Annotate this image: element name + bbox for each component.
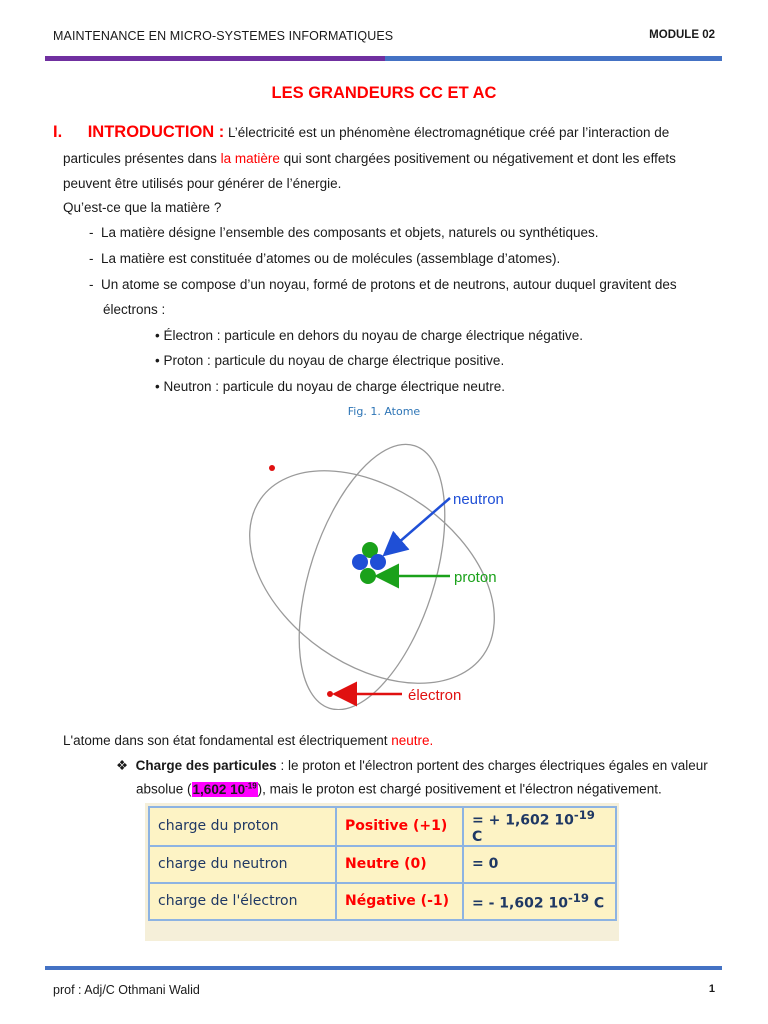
row-neutron-value bbox=[463, 846, 616, 883]
intro-text-1: L’électricité est un phénomène électromagnétique créé par l’interaction de bbox=[224, 125, 670, 140]
intro-line-2 bbox=[63, 149, 676, 169]
intro-line-3: peuvent être utilisés pour générer de l’énergie. bbox=[63, 176, 342, 191]
nucleus-neutron-right bbox=[370, 554, 386, 570]
dash-item-3: - Un atome se compose d’un noyau, formé de protons et de neutrons, autour duquel gravitent des bbox=[89, 277, 677, 292]
row-electron-sign: Négative (-1) bbox=[336, 883, 463, 920]
footer-author: prof : Adj/C Othmani Walid bbox=[53, 983, 200, 997]
proton-value-exp: -19 bbox=[573, 808, 595, 822]
matiere-link-text: la matière bbox=[220, 151, 280, 166]
intro-text-2c: qui sont chargées positivement ou négativement et dont les effets bbox=[279, 151, 676, 166]
label-neutron: neutron bbox=[453, 491, 504, 508]
neutron-arrow bbox=[390, 498, 450, 550]
charge-para-line-2 bbox=[136, 776, 662, 800]
orbit-2 bbox=[270, 427, 473, 710]
charge-highlight bbox=[192, 782, 258, 797]
row-electron-value bbox=[463, 883, 616, 920]
nucleus-neutron-left bbox=[352, 554, 368, 570]
footer-bar bbox=[45, 966, 722, 970]
row-electron-label: charge de l'électron bbox=[149, 883, 336, 920]
dash-item-3-text: Un atome se compose d’un noyau, formé de protons et de neutrons, autour duquel gravitent des bbox=[101, 277, 677, 292]
bullet-proton: • Proton : particule du noyau de charge électrique positive. bbox=[155, 353, 505, 368]
label-electron: électron bbox=[408, 687, 462, 704]
header-title: MAINTENANCE EN MICRO-SYSTEMES INFORMATIQUES bbox=[53, 29, 394, 43]
dash-item-2-text: La matière est constituée d’atomes ou de molécules (assemblage d’atomes). bbox=[101, 251, 561, 266]
charge-para-text-2a: absolue ( bbox=[136, 781, 192, 797]
bullet-electron-text: Électron : particule en dehors du noyau de charge électrique négative. bbox=[163, 328, 584, 343]
neutral-sentence bbox=[63, 731, 433, 751]
neutron-value-text: = 0 bbox=[472, 856, 499, 873]
bullet-neutron-text: Neutron : particule du noyau de charge électrique neutre. bbox=[163, 379, 505, 394]
neutral-word: neutre. bbox=[391, 733, 434, 748]
dash-item-3-cont: électrons : bbox=[103, 302, 166, 317]
header-bar-blue bbox=[385, 56, 722, 61]
question-line: Qu’est-ce que la matière ? bbox=[63, 200, 222, 215]
section-heading: INTRODUCTION : bbox=[87, 123, 225, 141]
row-neutron-label: charge du neutron bbox=[149, 846, 336, 883]
page-number: 1 bbox=[708, 983, 715, 995]
electron-value-unit: C bbox=[589, 895, 605, 912]
table-row bbox=[149, 807, 616, 846]
electron-dot-top bbox=[269, 465, 275, 471]
row-proton-sign: Positive (+1) bbox=[336, 807, 463, 846]
bullet-proton-text: Proton : particule du noyau de charge électrique positive. bbox=[163, 353, 505, 368]
dash-item-1-text: La matière désigne l’ensemble des composants et objets, naturels ou synthétiques. bbox=[101, 225, 599, 240]
intro-text-2a: particules présentes dans bbox=[63, 151, 221, 166]
header-bar-purple bbox=[45, 56, 385, 61]
diamond-bullet-icon: ❖ bbox=[116, 758, 129, 773]
page-title: LES GRANDEURS CC ET AC bbox=[271, 84, 497, 102]
bullet-electron: • Électron : particule en dehors du noyau de charge électrique négative. bbox=[155, 328, 584, 343]
nucleus-proton-bottom bbox=[360, 568, 376, 584]
proton-value-text: = + 1,602 10 bbox=[472, 812, 574, 829]
proton-value-unit: C bbox=[472, 828, 483, 845]
bullet-neutron: • Neutron : particule du noyau de charge électrique neutre. bbox=[155, 379, 505, 394]
electron-value-text: = - 1,602 10 bbox=[472, 895, 568, 912]
label-proton: proton bbox=[454, 569, 497, 586]
charge-para-text-1: : le proton et l'électron portent des charges électriques égales en valeur bbox=[276, 758, 708, 773]
charge-para-line-1 bbox=[116, 756, 708, 776]
neutral-text: L'atome dans son état fondamental est électriquement bbox=[63, 733, 392, 748]
section-number: I. bbox=[53, 123, 63, 141]
table-row bbox=[149, 846, 616, 883]
charge-table bbox=[148, 806, 617, 921]
charge-highlight-value: 1,602 10 bbox=[192, 781, 246, 797]
electron-value-exp: -19 bbox=[567, 890, 589, 905]
dash-item-2: - La matière est constituée d’atomes ou de molécules (assemblage d’atomes). bbox=[89, 251, 561, 266]
row-proton-value bbox=[463, 807, 616, 846]
table-row bbox=[149, 883, 616, 920]
atom-figure bbox=[232, 420, 542, 710]
dash-item-1: - La matière désigne l’ensemble des composants et objets, naturels ou synthétiques. bbox=[89, 225, 599, 240]
charge-para-heading: Charge des particules bbox=[135, 758, 277, 773]
electron-dot-bottom bbox=[327, 691, 333, 697]
charge-para-text-2b: ), mais le proton est chargé positivement et l'électron négativement. bbox=[257, 781, 662, 797]
row-neutron-sign: Neutre (0) bbox=[336, 846, 463, 883]
figure-caption: Fig. 1. Atome bbox=[347, 405, 421, 418]
charge-highlight-exp: -19 bbox=[245, 781, 257, 790]
header-module: MODULE 02 bbox=[649, 29, 715, 41]
row-proton-label: charge du proton bbox=[149, 807, 336, 846]
intro-line-1 bbox=[53, 122, 669, 143]
